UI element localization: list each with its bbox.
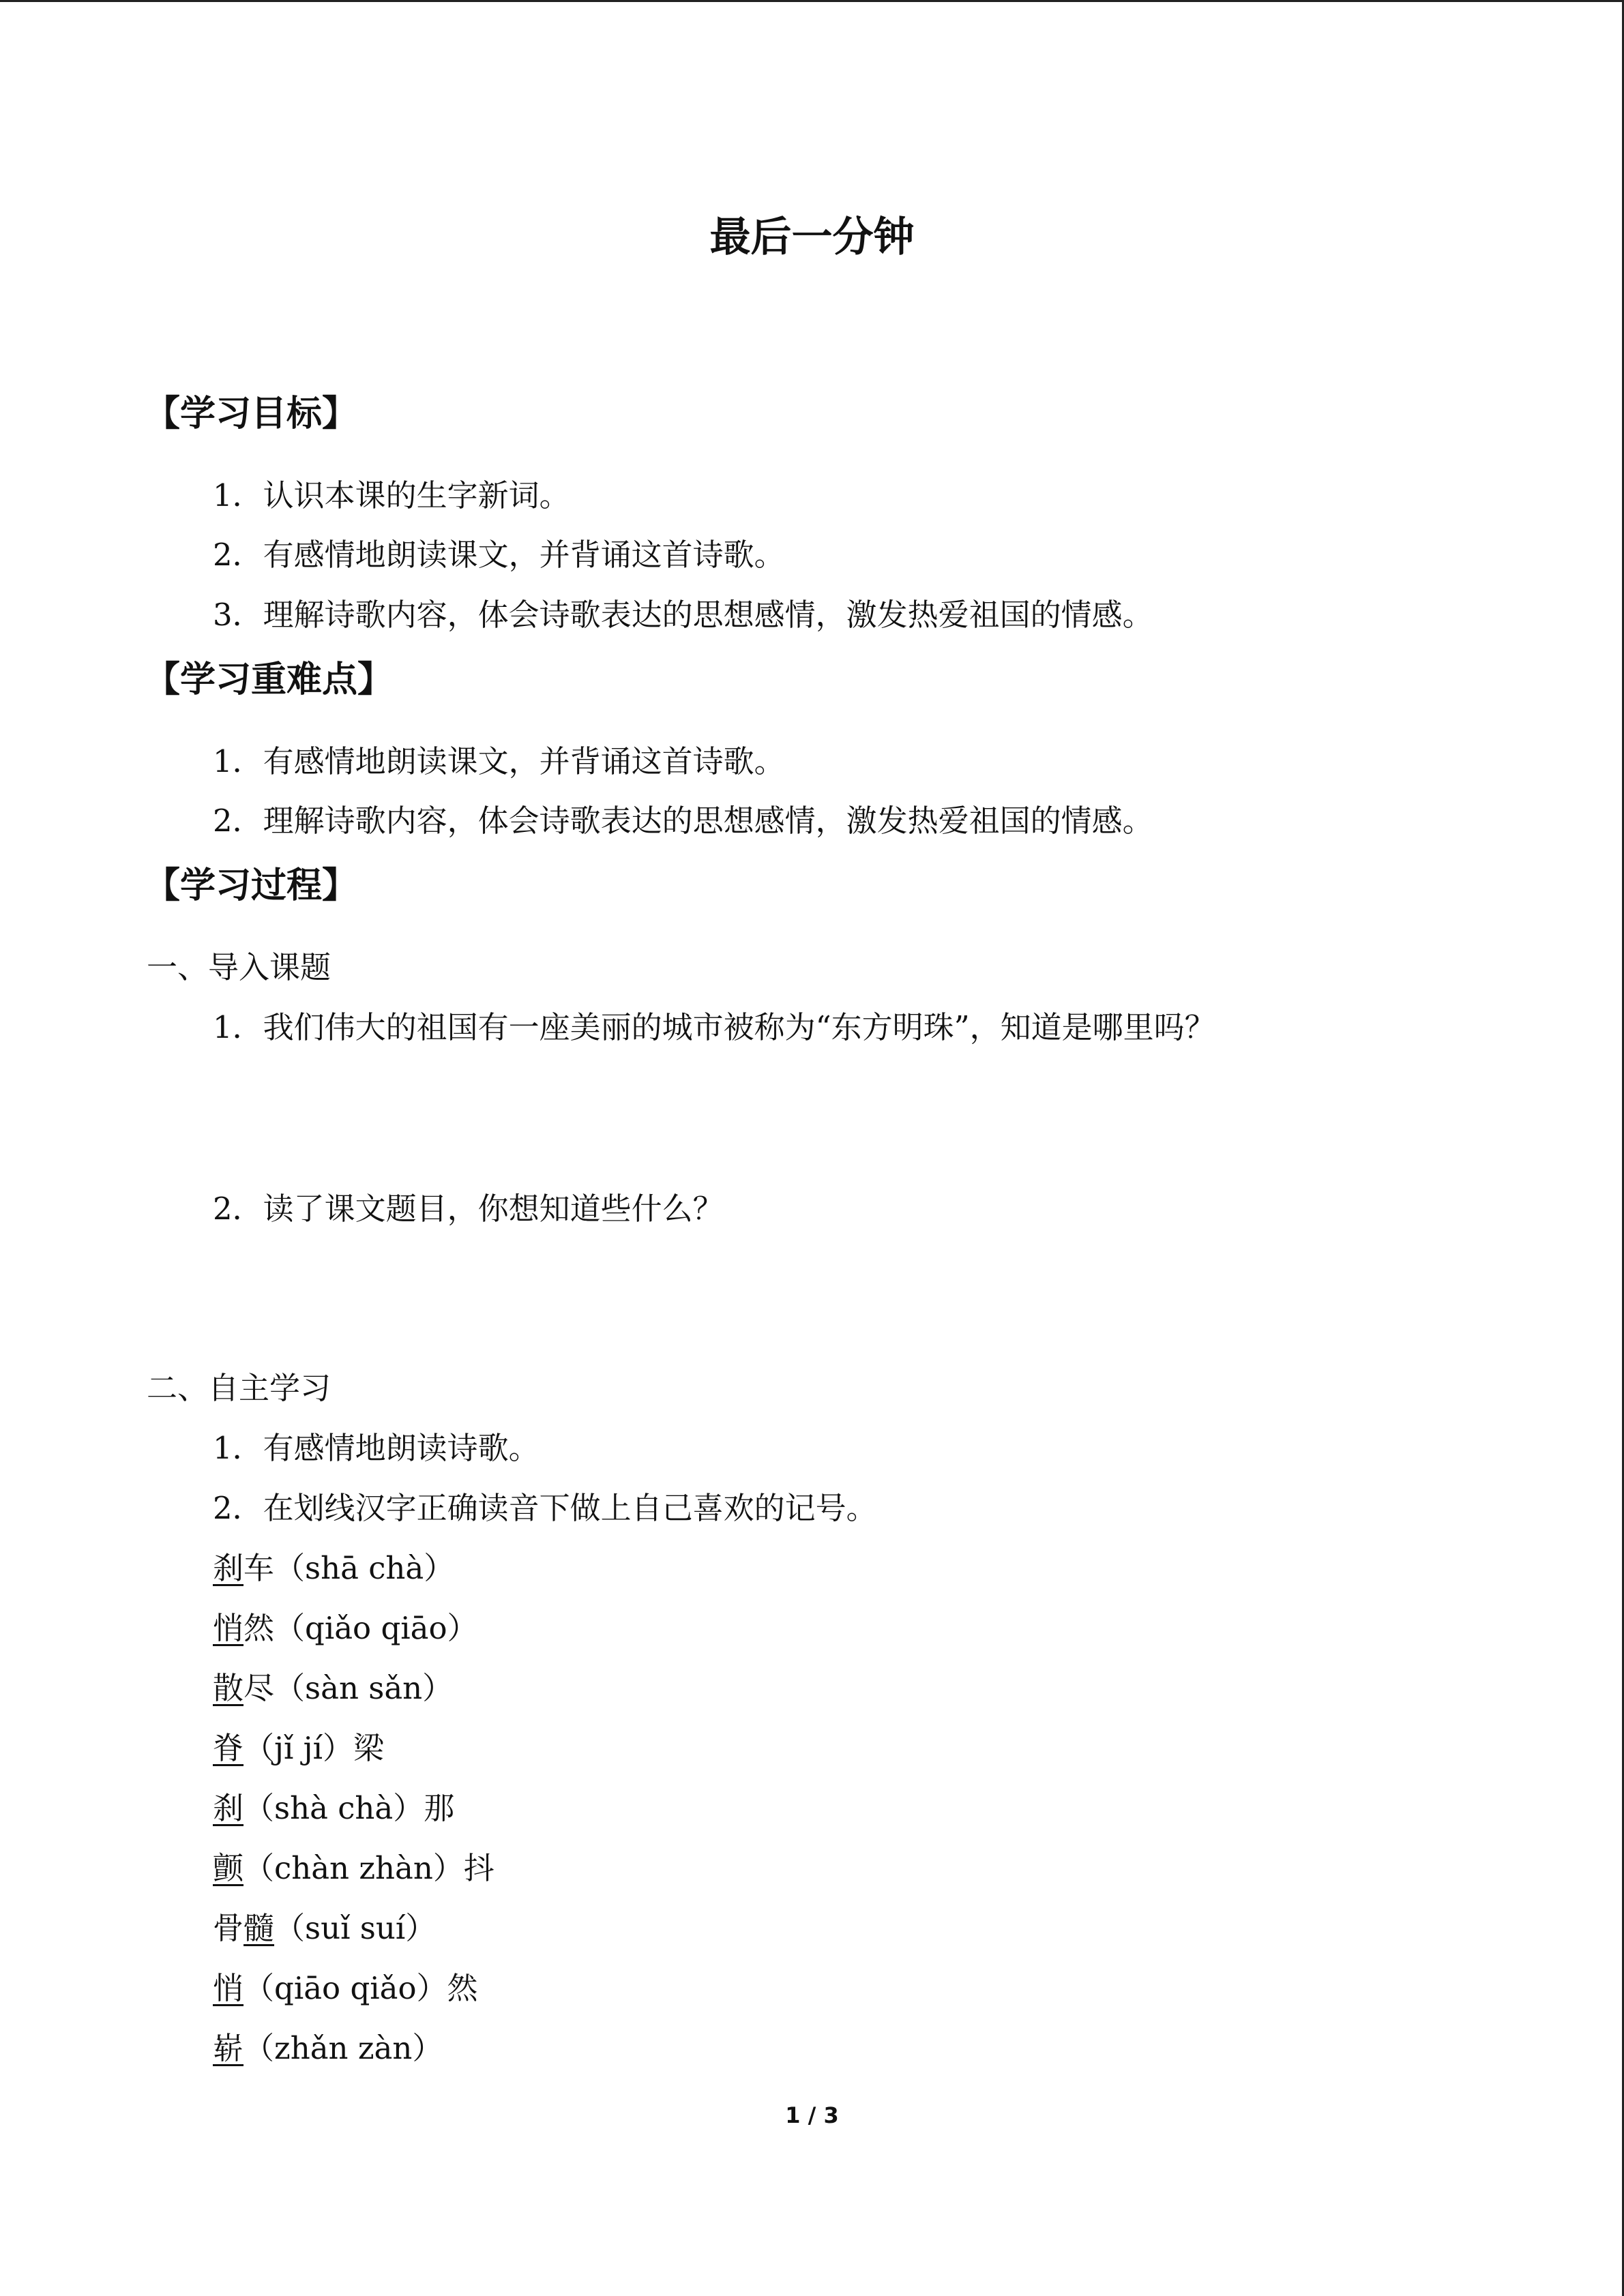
underlined-char: 脊 bbox=[213, 1730, 244, 1766]
underlined-char: 刹 bbox=[213, 1790, 244, 1826]
key-point-item-1: 1．有感情地朗读课文，并背诵这首诗歌。 bbox=[213, 743, 785, 779]
word-item: 骨髓（suǐ suí） bbox=[213, 1910, 437, 1946]
underlined-char: 颤 bbox=[213, 1850, 244, 1886]
underlined-char: 悄 bbox=[213, 1610, 244, 1646]
word-item: 悄（qiāo qiǎo）然 bbox=[213, 1970, 478, 2006]
key-point-item-2: 2．理解诗歌内容，体会诗歌表达的思想感情，激发热爱祖国的情感。 bbox=[213, 803, 1153, 839]
part1-item-1: 1．我们伟大的祖国有一座美丽的城市被称为“东方明珠”，知道是哪里吗？ bbox=[213, 1009, 1215, 1045]
word-item: 悄然（qiǎo qiāo） bbox=[213, 1610, 478, 1646]
word-item: 散尽（sàn sǎn） bbox=[213, 1670, 454, 1706]
underlined-char: 崭 bbox=[213, 2030, 244, 2066]
underlined-char: 刹 bbox=[213, 1550, 244, 1586]
goal-item-2: 2．有感情地朗读课文，并背诵这首诗歌。 bbox=[213, 537, 785, 573]
goal-item-1: 1．认识本课的生字新词。 bbox=[213, 477, 570, 513]
heading-goals: 【学习目标】 bbox=[145, 393, 358, 434]
top-border bbox=[0, 0, 1624, 2]
word-item: 崭（zhǎn zàn） bbox=[213, 2030, 443, 2066]
part2-item-1: 1．有感情地朗读诗歌。 bbox=[213, 1430, 540, 1466]
part2-title: 二、自主学习 bbox=[147, 1370, 331, 1406]
word-item: 脊（jǐ jí）梁 bbox=[213, 1730, 385, 1766]
part2-item-2: 2．在划线汉字正确读音下做上自己喜欢的记号。 bbox=[213, 1490, 877, 1526]
goal-item-3: 3．理解诗歌内容，体会诗歌表达的思想感情，激发热爱祖国的情感。 bbox=[213, 597, 1153, 633]
page-title: 最后一分钟 bbox=[709, 213, 915, 261]
word-item: 刹（shà chà）那 bbox=[213, 1790, 455, 1826]
underlined-char: 散 bbox=[213, 1670, 244, 1706]
word-item: 刹车（shā chà） bbox=[213, 1550, 455, 1586]
heading-key-points: 【学习重难点】 bbox=[145, 659, 394, 700]
underlined-char: 悄 bbox=[213, 1970, 244, 2006]
underlined-char: 髓 bbox=[243, 1910, 275, 1946]
part1-item-2: 2．读了课文题目，你想知道些什么？ bbox=[213, 1191, 724, 1227]
word-item: 颤（chàn zhàn）抖 bbox=[213, 1850, 494, 1886]
heading-process: 【学习过程】 bbox=[145, 865, 358, 906]
part1-title: 一、导入课题 bbox=[147, 949, 331, 985]
page-number: 1 / 3 bbox=[785, 2102, 839, 2128]
